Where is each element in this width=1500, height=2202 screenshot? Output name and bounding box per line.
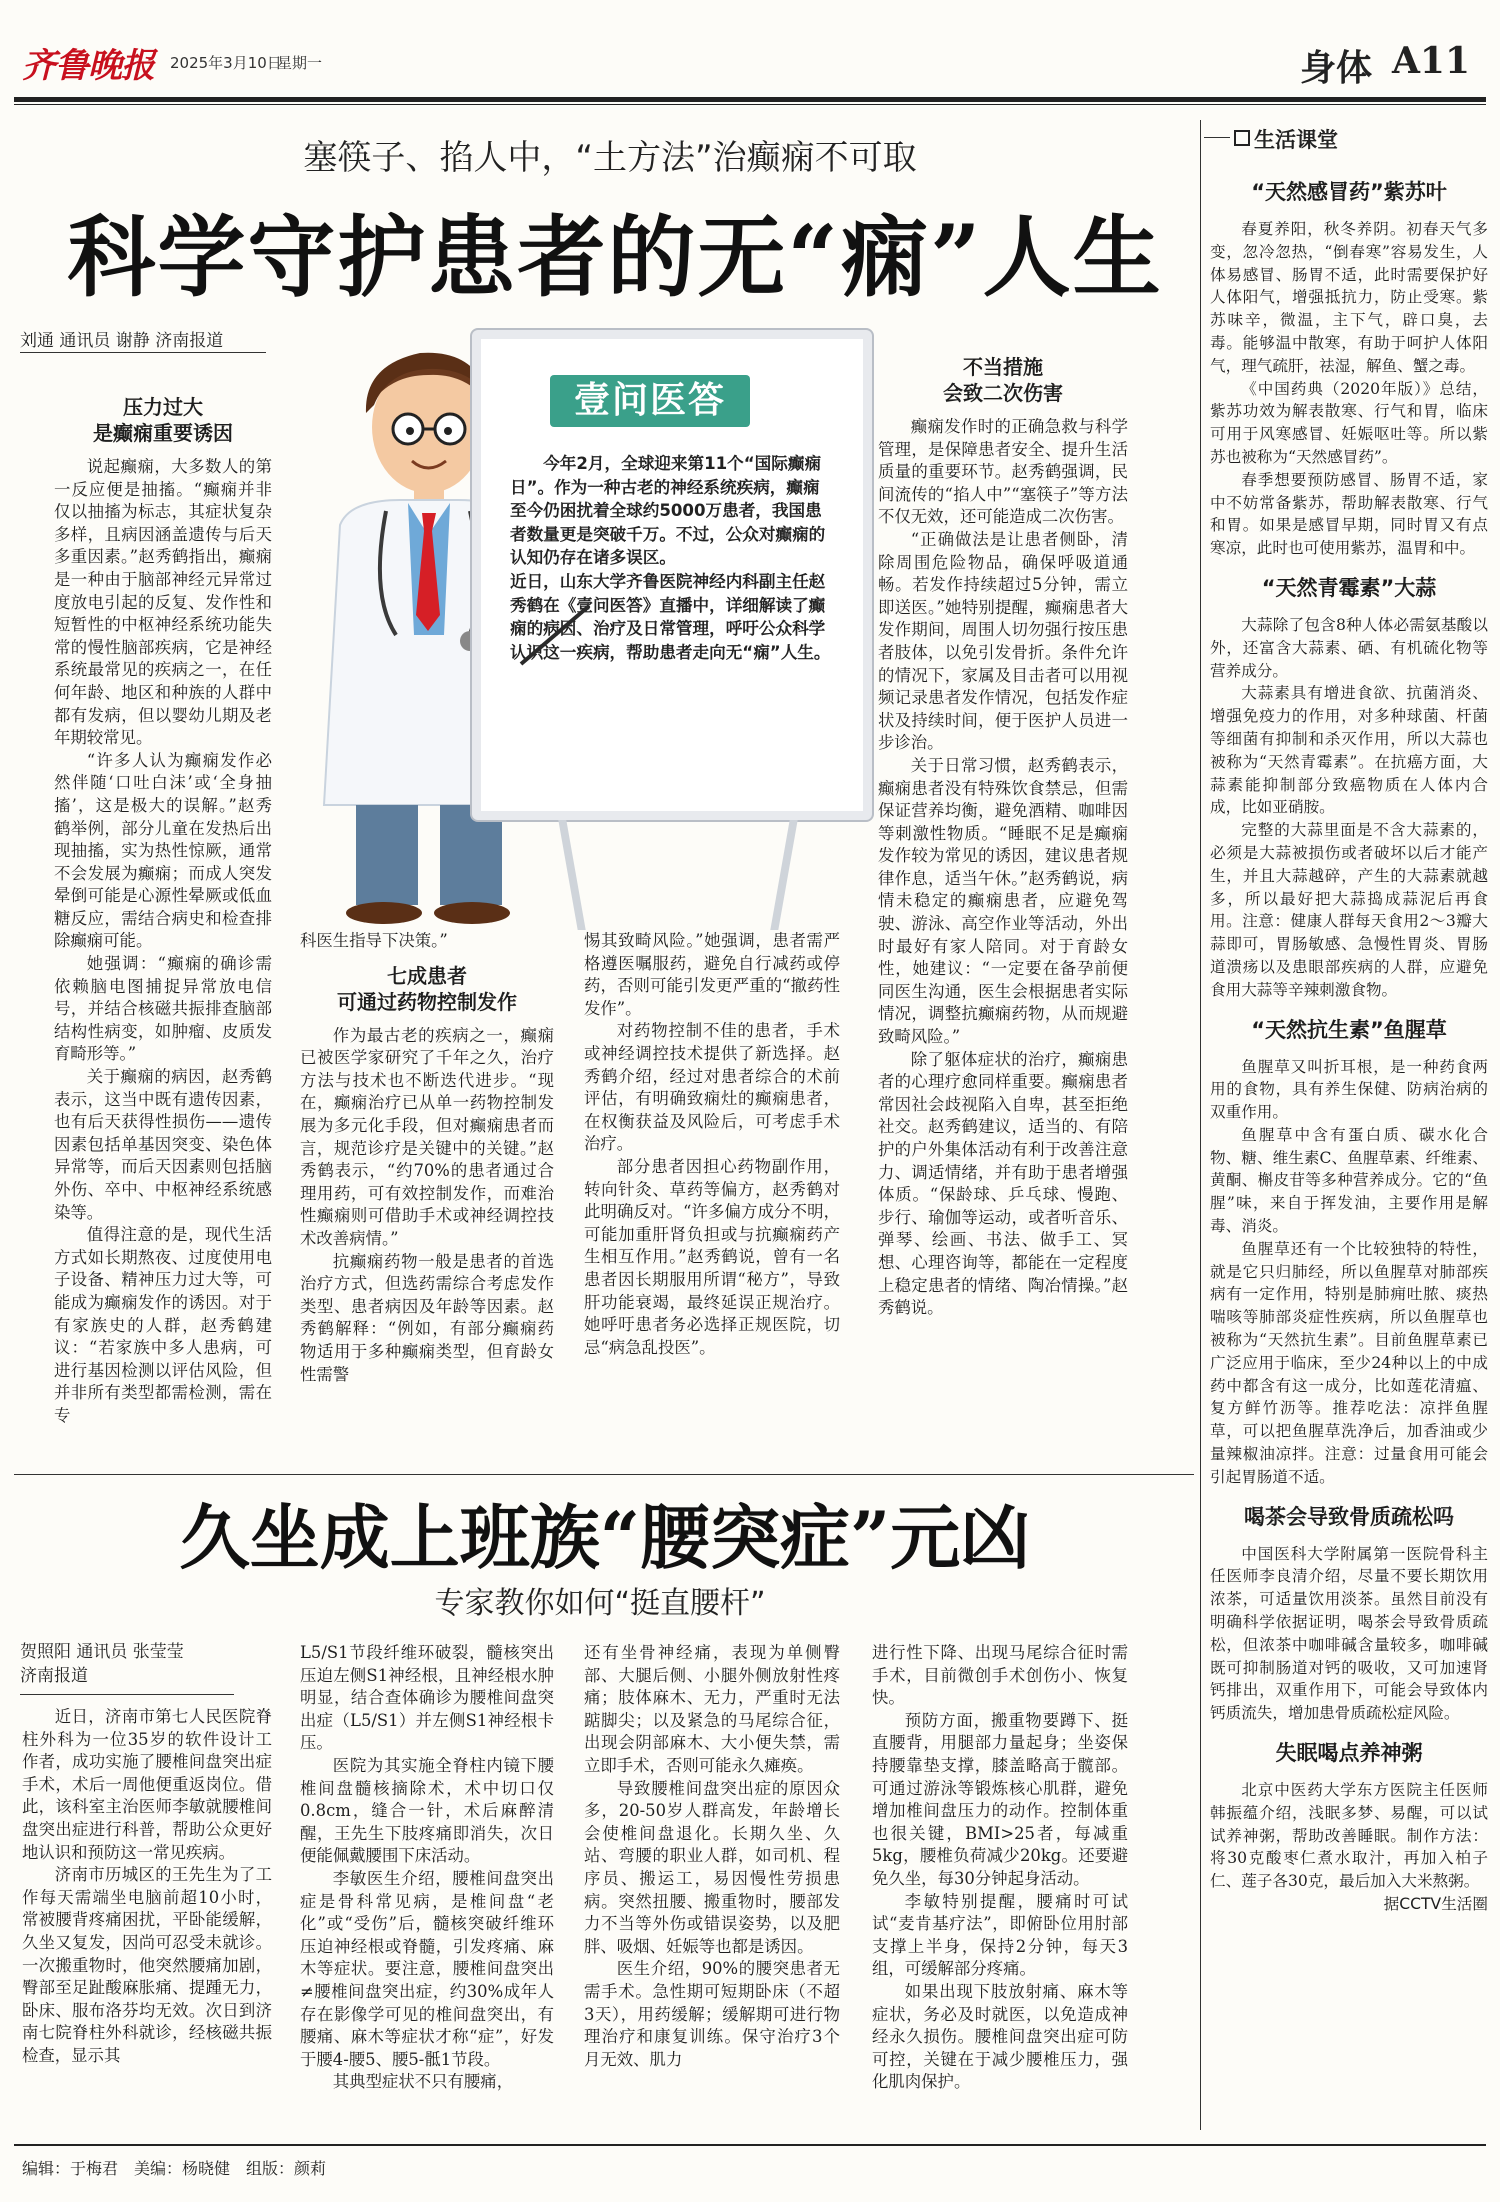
paragraph: 大蒜素具有增进食欲、抗菌消炎、增强免疫力的作用，对多种球菌、杆菌等细菌有抑制和杀灭作用，所以大蒜也被称为“天然青霉素”。在抗癌方面，大蒜素能抑制部分致癌物质在人体内合成，比如亚硝胺。 [1210, 684, 1488, 817]
paragraph: 说起癫痫，大多数人的第一反应便是抽搐。“癫痫并非仅以抽搐为标志，其症状复杂多样，且病因涵盖遗传与后天多重因素。”赵秀鹤指出，癫痫是一种由于脑部神经元异常过度放电引起的反复、发作性和短暂性的中枢神经系统功能失常的慢性脑部疾病，它是神经系统最常见的疾病之一，在任何年龄、地区和种族的人群中都有发病，但以婴幼儿期及老年期较常见。 [54, 457, 272, 748]
paragraph: “正确做法是让患者侧卧，清除周围危险物品，确保呼吸道通畅。若发作持续超过5分钟，需立即送医。”她特别提醒，癫痫患者大发作期间，周围人切勿强行按压患者肢体，以免引发骨折。条件允许的情况下，家属及目击者可以用视频记录患者发作情况，包括发作症状及持续时间，便于医护人员进一步诊治。 [878, 529, 1128, 753]
source-credit: 据CCTV生活圈 [1383, 1895, 1488, 1913]
paragraph: 近日，济南市第七人民医院脊柱外科为一位35岁的软件设计工作者，成功实施了腰椎间盘突出症手术，术后一周他便重返岗位。借此，该科室主治医师李敏就腰椎间盘突出症进行科普，帮助公众更好地认识和预防这一常见疾病。 [22, 1707, 272, 1862]
board-logo-text: 壹问医答 [573, 380, 726, 421]
paragraph: 大蒜除了包含8种人体必需氨基酸以外，还富含大蒜素、硒、有机硫化物等营养成分。 [1210, 615, 1488, 680]
article-1-byline: 刘通 通讯员 谢静 济南报道 [20, 331, 224, 351]
footer-credits: 编辑：于梅君 美编：杨晓健 组版：颜莉 [22, 2159, 327, 2178]
paragraph: 癫痫发作时的正确急救与科学管理，是保障患者安全、提升生活质量的重要环节。赵秀鹤强调，民间流传的“掐人中”“塞筷子”等方法不仅无效，还可能造成二次伤害。 [878, 417, 1128, 527]
article-2-subhead: 专家教你如何“挺直腰杆” [434, 1586, 766, 1621]
article-2-col-4 [872, 1642, 1128, 2126]
subheading: “天然青霉素”大蒜 [1261, 575, 1437, 600]
footer-rule [14, 2144, 1486, 2146]
paragraph: 作为最古老的疾病之一，癫痫已被医学家研究了千年之久，治疗方法与技术也不断迭代进步。“现在，癫痫治疗已从单一药物控制发展为多元化手段，但对癫痫患者而言，规范诊疗是关键中的关键。”赵秀鹤表示，“约70%的患者通过合理用药，可有效控制发作，而难治性癫痫则可借助手术或神经调控技术改善病情。” [300, 1025, 554, 1248]
sidebar-label: 生活课堂 [1254, 128, 1338, 152]
board-text: 今年2月，全球迎来第11个“国际癫痫日”。作为一种古老的神经系统疾病，癫痫至今仍困扰着全球约5000万患者，我国患者数量更是突破千万。不过，公众对癫痫的认知仍存在诸多误区。 近日，山东大学齐鲁医院神经内科副主任赵秀鹤在《壹问医答》直播中，详细解读了癫痫的病因、治疗及日常管理，呼吁公众科学认识这一疾病，帮助患者走向无“痫”人生。 [510, 454, 831, 662]
article-1-headline: 科学守护患者的无“痫”人生 [67, 205, 1163, 309]
issue-weekday: 星期一 [277, 54, 323, 72]
subheading: 不当措施 会致二次伤害 [943, 355, 1063, 405]
article-2-byline: 贺照阳 通讯员 张莹莹 济南报道 [20, 1642, 184, 1686]
paragraph: 值得注意的是，现代生活方式如长期熬夜、过度使用电子设备、精神压力过大等，可能成为癫痫发作的诱因。对于有家族史的人群，赵秀鹤建议：“若家族中多人患病，可进行基因检测以评估风险，但并非所有类型都需检测，需在专 [54, 1225, 272, 1425]
masthead-rule [14, 97, 1486, 102]
paragraph: 李敏特别提醒，腰痛时可试试“麦肯基疗法”，即俯卧位用肘部支撑上半身，保持2分钟，每天3组，可缓解部分疼痛。 [872, 1891, 1128, 1979]
paragraph: 关于癫痫的病因，赵秀鹤表示，这当中既有遗传因素，也有后天获得性损伤——遗传因素包括单基因突变、染色体异常等，而后天因素则包括脑外伤、卒中、中枢神经系统感染等。 [54, 1067, 272, 1222]
article-1-col-3 [584, 930, 840, 1460]
paragraph-continued: 惕其致畸风险。”她强调，患者需严格遵医嘱服药，避免自行减药或停药，否则可能引发更严重的“撤药性发作”。 [584, 931, 840, 1018]
section-name: 身体 [1300, 48, 1373, 89]
sidebar-border [1200, 120, 1201, 2130]
byline-underline [20, 352, 266, 353]
subheading: 压力过大 是癫痫重要诱因 [93, 395, 233, 445]
issue-date: 2025年3月10日 [170, 54, 282, 72]
board-logo [550, 375, 750, 427]
article-2-col-2 [300, 1642, 554, 2126]
paragraph: 《中国药典（2020年版）》总结，紫苏功效为解表散寒、行气和胃，临床可用于风寒感冒、妊娠呕吐等。所以紫苏也被称为“天然感冒药”。 [1210, 379, 1488, 466]
whiteboard-legs [560, 820, 800, 930]
sidebar-icon [1234, 130, 1250, 146]
paragraph: 部分患者因担心药物副作用，转向针灸、草药等偏方，赵秀鹤对此明确反对。“许多偏方成分不明，可能加重肝肾负担或与抗癫痫药产生相互作用。”赵秀鹤说，曾有一名患者因长期服用所谓“秘方”，导致肝功能衰竭，最终延误正规治疗。她呼吁患者务必选择正规医院，切忌“病急乱投医”。 [584, 1156, 840, 1357]
paragraph: 如果出现下肢放射痛、麻木等症状，务必及时就医，以免造成神经永久损伤。腰椎间盘突出症可防可控，关键在于减少腰椎压力，强化肌肉保护。 [872, 1981, 1128, 2092]
paragraph: 导致腰椎间盘突出症的原因众多，20-50岁人群高发，年龄增长会使椎间盘退化。长期久坐、久站、弯腰的职业人群，如司机、程序员、搬运工，易因慢性劳损患病。突然扭腰、搬重物时，腰部发力不当等外伤或错误姿势，以及肥胖、吸烟、妊娠等也都是诱因。 [584, 1778, 840, 1956]
paragraph: 济南市历城区的王先生为了工作每天需端坐电脑前超10小时，常被腰背疼痛困扰，平卧能缓解，久坐又复发，因尚可忍受未就诊。一次搬重物时，他突然腰痛加剧，臀部至足趾酸麻胀痛、提踵无力，卧床、服布洛芬均无效。次日到济南七院脊柱外科就诊，经核磁共振检查，显示其 [22, 1865, 272, 2065]
page-number: A11 [1392, 40, 1471, 82]
paragraph: 对药物控制不佳的患者，手术或神经调控技术提供了新选择。赵秀鹤介绍，经过对患者综合的术前评估，有明确致痫灶的癫痫患者，在权衡获益及风险后，可考虑手术治疗。 [584, 1021, 840, 1154]
paragraph: 除了躯体症状的治疗，癫痫患者的心理疗愈同样重要。癫痫患者常因社会歧视陷入自卑，甚至拒绝社交。赵秀鹤建议，适当的、有陪护的户外集体活动有利于改善注意力、调适情绪，并有助于患者增强体质。“保龄球、乒乓球、慢跑、步行、瑜伽等运动，或者听音乐、弹琴、绘画、书法、做手工、冥想、心理咨询等，都能在一定程度上稳定患者的情绪、陶冶情操。”赵秀鹤说。 [878, 1049, 1128, 1318]
subheading: “天然抗生素”鱼腥草 [1251, 1017, 1447, 1042]
paragraph: 中国医科大学附属第一医院骨科主任医师李良清介绍，尽量不要长期饮用浓茶，可适量饮用淡茶。虽然目前没有明确科学依据证明，喝茶会导致骨质疏松，但浓茶中咖啡碱含量较多，咖啡碱既可抑制肠道对钙的吸收，又可加速肾钙排出，双重作用下，可能会导致体内钙质流失，增加患骨质疏松症风险。 [1210, 1544, 1488, 1723]
article-2-headline: 久坐成上班族“腰突症”元凶 [179, 1496, 1031, 1579]
pointer-stick [515, 600, 595, 670]
paragraph: 李敏医生介绍，腰椎间盘突出症是骨科常见病，是椎间盘“老化”或“受伤”后，髓核突破纤维环压迫神经根或脊髓，引发疼痛、麻木等症状。要注意，腰椎间盘突出≠腰椎间盘突出症，约30%成年人存在影像学可见的椎间盘突出，有腰痛、麻木等症状才称“症”，好发于腰4-腰5、腰5-骶1节段。 [300, 1868, 554, 2069]
paragraph: 鱼腥草中含有蛋白质、碳水化合物、糖、维生素C、鱼腥草素、纤维素、黄酮、槲皮苷等多种营养成分。它的“鱼腥”味，来自于挥发油，主要作用是解毒、消炎。 [1210, 1125, 1488, 1236]
article-2-col-3 [584, 1642, 840, 2126]
paragraph-continued: L5/S1节段纤维环破裂，髓核突出压迫左侧S1神经根，且神经根水肿明显，结合查体确诊为腰椎间盘突出症（L5/S1）并左侧S1神经根卡压。 [300, 1643, 554, 1753]
paragraph: “许多人认为癫痫发作必然伴随‘口吐白沫’或‘全身抽搐’，这是极大的误解。”赵秀鹤举例，部分儿童在发热后出现抽搐，实为热性惊厥，通常不会发展为癫痫；而成人突发晕倒可能是心源性晕厥或低血糖反应，需结合病史和检查排除癫痫可能。 [54, 750, 272, 951]
masthead-rule-thin [14, 104, 1486, 105]
paragraph: 春季想要预防感冒、肠胃不适，家中不妨常备紫苏，帮助解表散寒、行气和胃。如果是感冒早期，同时胃又有点寒凉，此时也可使用紫苏，温胃和中。 [1210, 470, 1488, 558]
subheading: 喝茶会导致骨质疏松吗 [1244, 1504, 1454, 1529]
newspaper-logo: 齐鲁晚报 [22, 46, 154, 86]
paragraph: 北京中医药大学东方医院主任医师韩振蕴介绍，浅眠多梦、易醒，可以试试养神粥，帮助改善睡眠。制作方法：将30克酸枣仁煮水取汁，再加入柏子仁、莲子各30克，最后加入大米熬粥。 [1210, 1781, 1488, 1891]
paragraph: 完整的大蒜里面是不含大蒜素的，必须是大蒜被损伤或者破坏以后才能产生，并且大蒜越碎，产生的大蒜素就越多，所以最好把大蒜捣成蒜泥后再食用。注意：健康人群每天食用2～3瓣大蒜即可，胃肠敏感、急慢性胃炎、胃肠道溃疡以及患眼部疾病的人群，应避免食用大蒜等辛辣刺激食物。 [1210, 821, 1488, 999]
article-1-col-1 [54, 384, 272, 1462]
paragraph: 医院为其实施全脊柱内镜下腰椎间盘髓核摘除术，术中切口仅0.8cm，缝合一针，术后麻醉清醒，王先生下肢疼痛即消失，次日便能佩戴腰围下床活动。 [300, 1755, 554, 1866]
article-2-col-1 [22, 1706, 272, 2126]
paragraph: 其典型症状不只有腰痛， [332, 2072, 514, 2092]
paragraph: 抗癫痫药物一般是患者的首选治疗方式，但选药需综合考虑发作类型、患者病因及年龄等因素。赵秀鹤解释：“例如，有部分癫痫药物适用于多种癫痫类型，但育龄女性需警 [300, 1251, 554, 1384]
subheading: 七成患者 可通过药物控制发作 [337, 963, 517, 1014]
paragraph: 关于日常习惯，赵秀鹤表示，癫痫患者没有特殊饮食禁忌，但需保证营养均衡，避免酒精、咖啡因等刺激性物质。“睡眠不足是癫痫发作较为常见的诱因，建议患者规律作息，适当午休。”赵秀鹤说，病情未稳定的癫痫患者，应避免驾驶、游泳、高空作业等活动，外出时最好有家人陪同。对于育龄女性，她建议：“一定要在备孕前便同医生沟通，医生会根据患者实际情况，调整抗癫痫药物，从而规避致畸风险。” [878, 755, 1128, 1047]
paragraph: 鱼腥草还有一个比较独特的特性，就是它只归肺经，所以鱼腥草对肺部疾病有一定作用，特别是肺痈吐脓、痰热喘咳等肺部炎症性疾病，所以鱼腥草也被称为“天然抗生素”。目前鱼腥草素已广泛应用于临床，至少24种以上的中成药中都含有这一成分，比如莲花清瘟、复方鲜竹沥等。推荐吃法：凉拌鱼腥草，可以把鱼腥草洗净后，加香油或少量辣椒油凉拌。注意：过量食用可能会引起胃肠道不适。 [1210, 1239, 1488, 1486]
paragraph: 鱼腥草又叫折耳根，是一种药食两用的食物，具有养生保健、防病治病的双重作用。 [1210, 1057, 1488, 1122]
byline-underline-2 [20, 1694, 234, 1695]
paragraph: 她强调：“癫痫的确诊需依赖脑电图捕捉异常放电信号，并结合核磁共振排查脑部结构性病变，如肿瘤、皮质发育畸形等。” [54, 954, 272, 1064]
sidebar-body [1210, 164, 1488, 2124]
article-1-kicker: 塞筷子、掐人中，“土方法”治癫痫不可取 [303, 138, 917, 178]
subheading: “天然感冒药”紫苏叶 [1251, 180, 1447, 204]
article-divider [14, 1474, 1194, 1475]
paragraph: 春夏养阳，秋冬养阴。初春天气多变，忽冷忽热，“倒春寒”容易发生，人体易感冒、肠胃不适，此时需要保护好人体阳气，增强抵抗力，防止受寒。紫苏味辛，微温，主下气，辟口臭，去毒。能够温中散寒，有助于呵护人体阳气，理气疏肝，祛湿，解鱼、蟹之毒。 [1210, 220, 1488, 375]
subheading: 失眠喝点养神粥 [1275, 1741, 1423, 1766]
paragraph-continued: 进行性下降、出现马尾综合征时需手术，目前微创手术创伤小、恢复快。 [872, 1643, 1128, 1708]
paragraph-continued: 科医生指导下决策。” [300, 931, 448, 950]
paragraph: 预防方面，搬重物要蹲下、挺直腰背，用腿部力量起身；坐姿保持腰靠垫支撑，膝盖略高于髋部。可通过游泳等锻炼核心肌群，避免增加椎间盘压力的动作。控制体重也很关键，BMI>25者，每减重5kg，腰椎负荷减少20kg。还要避免久坐，每30分钟起身活动。 [872, 1710, 1128, 1888]
paragraph: 医生介绍，90%的腰突患者无需手术。急性期可短期卧床（不超3天），用药缓解；缓解期可进行物理治疗和康复训练。保守治疗3个月无效、肌力 [584, 1959, 840, 2069]
article-1-col-4 [878, 344, 1128, 1462]
masthead [0, 0, 1500, 118]
article-1-col-2 [300, 930, 554, 1460]
sidebar-header [1204, 122, 1494, 154]
paragraph-continued: 还有坐骨神经痛，表现为单侧臀部、大腿后侧、小腿外侧放射性疼痛；肢体麻木、无力，严重时无法踮脚尖；以及紧急的马尾综合征，出现会阴部麻木、大小便失禁，需立即手术，否则可能永久瘫痪。 [584, 1643, 840, 1775]
